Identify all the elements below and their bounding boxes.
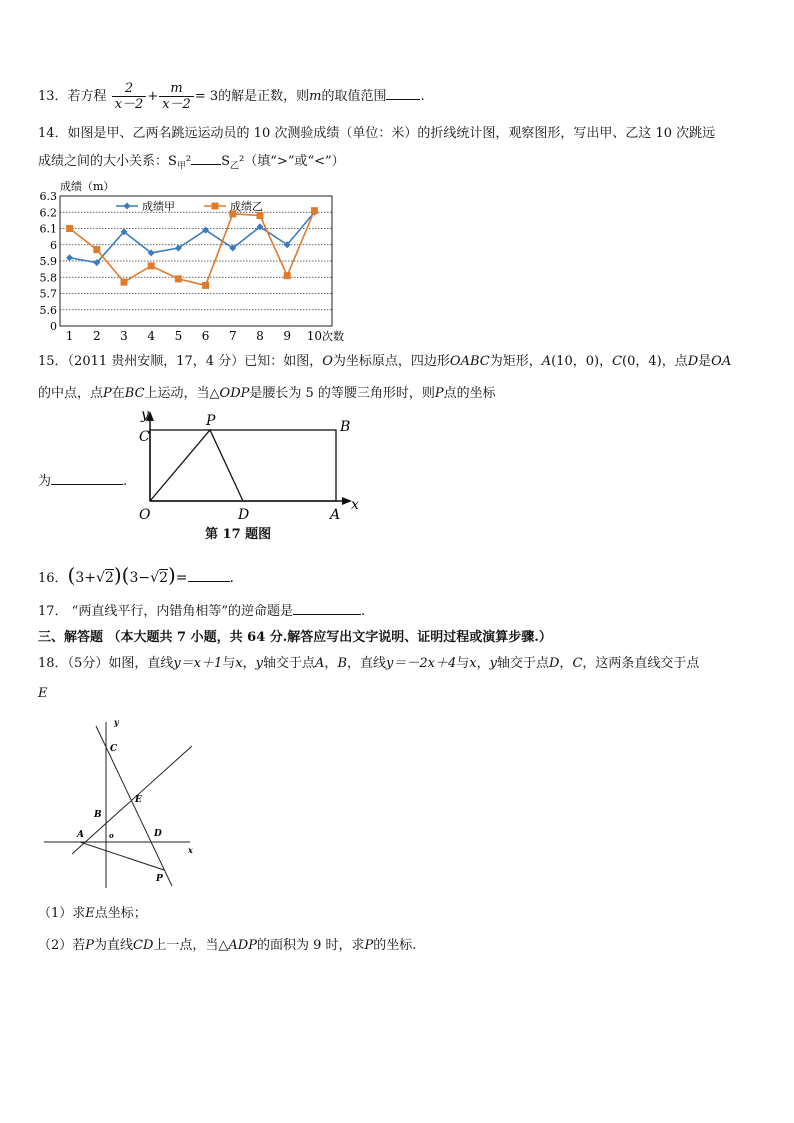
x-tick-labels [66, 329, 322, 343]
x-tick-label: 10 [306, 329, 323, 343]
fig-label-D: D [154, 829, 162, 839]
fig-label-E: E [135, 795, 142, 805]
gridlines [60, 212, 332, 310]
q15-caption: 第 17 题图 [205, 527, 272, 542]
fig-label-C: C [110, 744, 118, 754]
x-axis-label: 次数 [322, 330, 344, 343]
q18-figure [40, 716, 200, 888]
series-2-point [202, 282, 209, 289]
x-tick-label: 7 [228, 329, 237, 343]
series-line-2 [70, 211, 315, 286]
fig-label-y: y [114, 717, 119, 727]
label-y: y [141, 407, 149, 423]
fig-label-A: A [77, 830, 84, 840]
y-tick-label: 6.2 [39, 206, 57, 220]
label-D: D [238, 507, 250, 523]
q14-line2: 成绩之间的大小关系：$S_甲^2$ $S_乙^2$（填“>”或“<”） [38, 154, 345, 172]
q17-line: 17． “两直线平行，内错角相等”的逆命题是 . [38, 604, 366, 619]
y-tick-label: 5.6 [39, 303, 57, 317]
label-B: B [340, 419, 351, 435]
q13-line: 13．若方程 $\frac{2}{x-2}$ + $\frac{m}{x-2}$ = 3的解是正数，则m的取值范围 . [38, 81, 425, 112]
label-x: x [351, 497, 359, 513]
series-2-point [148, 262, 155, 269]
series-2-point [93, 246, 100, 253]
fraction-2: $\frac{m}{x-2}$ [159, 81, 194, 112]
label-A: A [330, 507, 341, 523]
label-C: C [139, 429, 150, 445]
y-tick-label: 5.9 [39, 255, 57, 268]
answer-blank [51, 484, 123, 485]
y-tick-labels [40, 190, 58, 333]
answer-blank [293, 614, 361, 615]
x-tick-label: 2 [92, 329, 101, 343]
q15-line2: 的中点，点P在BC上运动，当△ODP是腰长为 5 的等腰三角形时，则P点的坐标 [38, 386, 496, 401]
y-tick-label: 6 [50, 238, 57, 252]
series-1-point [66, 254, 73, 261]
y-tick-label: 0 [50, 320, 57, 333]
y-tick-label: 6.1 [39, 222, 57, 236]
legend-marker [124, 203, 131, 210]
series-2-point [257, 212, 264, 219]
q18-sub1: （1）求E点坐标； [38, 906, 147, 921]
q18-sub2: （2）若P为直线CD上一点，当△ADP的面积为 9 时，求P的坐标. [38, 938, 417, 953]
series-2-point [284, 272, 291, 279]
x-tick-label: 3 [120, 329, 128, 343]
series-2-point [121, 279, 128, 286]
q14-line1: 14．如图是甲、乙两名跳远运动员的 10 次测验成绩（单位：米）的折线统计图，观察图形，写出甲、乙这 10 次跳远 [38, 126, 716, 141]
series-group [66, 207, 318, 289]
x-tick-label: 4 [147, 329, 156, 343]
x-tick-label: 1 [65, 329, 74, 343]
q18-line2: E [38, 686, 48, 701]
q15-answer-line: 为 . [38, 474, 128, 489]
answer-blank [386, 99, 420, 100]
legend-marker [212, 203, 219, 210]
q15-line1: 15．（2011 贵州安顺，17，4 分）已知：如图，O为坐标原点，四边形OABC为矩形，A(10，0)，C(0，4)，点D是OA [38, 354, 732, 369]
answer-blank [191, 164, 221, 165]
x-tick-label: 9 [283, 329, 292, 343]
q15-figure [130, 405, 370, 523]
q16-line: 16．(3+√2)(3−√2)= . [38, 563, 234, 587]
fig-label-P: P [156, 874, 163, 884]
y-axis-label: 成绩（m） [60, 180, 115, 193]
series-2-point [311, 207, 318, 214]
q18-line1: 18．（5分）如图，直线y＝x＋1与x，y轴交于点A，B，直线y＝－2x＋4与x，y轴交于点D，C，这两条直线交于点 [38, 656, 700, 671]
y-tick-label: 5.8 [39, 271, 57, 285]
x-tick-label: 6 [201, 329, 210, 343]
fig-label-x: x [188, 845, 193, 855]
fig-label-o: o [109, 831, 114, 840]
score-line-chart [30, 178, 360, 346]
x-tick-label: 8 [256, 329, 264, 343]
y-tick-label: 5.7 [39, 287, 57, 301]
answer-blank [188, 581, 230, 582]
legend-label: 成绩乙 [230, 200, 263, 213]
series-2-point [175, 275, 182, 282]
legend [116, 199, 263, 213]
label-O: O [139, 507, 151, 523]
legend-label: 成绩甲 [142, 200, 175, 213]
y-tick-label: 6.3 [39, 190, 57, 203]
series-2-point [66, 225, 73, 232]
label-P: P [206, 413, 216, 429]
fraction-1: $\frac{2}{x-2}$ [112, 81, 147, 112]
fig-label-B: B [94, 810, 102, 820]
section-heading: 三、解答题 （本大题共 7 小题，共 64 分.解答应写出文字说明、证明过程或演算步骤.） [38, 630, 552, 645]
x-tick-label: 5 [174, 329, 183, 343]
